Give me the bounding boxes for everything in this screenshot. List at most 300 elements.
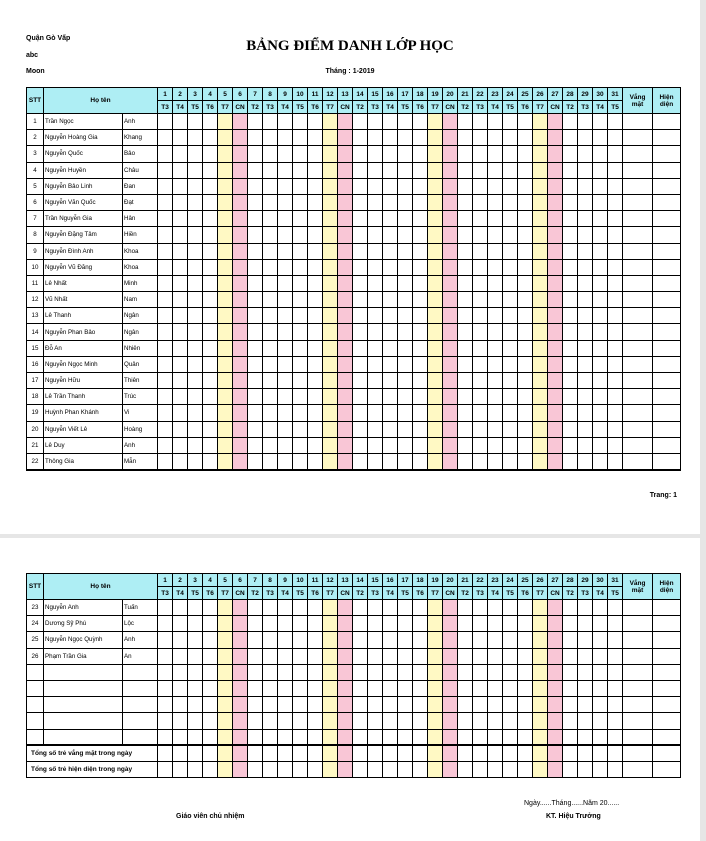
attendance-cell[interactable] (548, 308, 563, 324)
attendance-cell[interactable] (263, 745, 278, 761)
attendance-cell[interactable] (398, 600, 413, 616)
attendance-cell[interactable] (293, 324, 308, 340)
attendance-cell[interactable] (413, 146, 428, 162)
attendance-cell[interactable] (443, 453, 458, 469)
attendance-cell[interactable] (578, 227, 593, 243)
attendance-cell[interactable] (563, 632, 578, 648)
attendance-cell[interactable] (368, 664, 383, 680)
attendance-cell[interactable] (518, 162, 533, 178)
attendance-cell[interactable] (563, 324, 578, 340)
attendance-cell[interactable] (428, 227, 443, 243)
attendance-cell[interactable] (563, 259, 578, 275)
attendance-cell[interactable] (338, 616, 353, 632)
attendance-cell[interactable] (578, 664, 593, 680)
attendance-cell[interactable] (338, 178, 353, 194)
attendance-cell[interactable] (608, 729, 623, 745)
attendance-cell[interactable] (563, 713, 578, 729)
attendance-cell[interactable] (263, 340, 278, 356)
attendance-cell[interactable] (383, 421, 398, 437)
attendance-cell[interactable] (218, 340, 233, 356)
attendance-cell[interactable] (338, 356, 353, 372)
attendance-cell[interactable] (548, 243, 563, 259)
attendance-cell[interactable] (518, 697, 533, 713)
attendance-cell[interactable] (413, 259, 428, 275)
attendance-cell[interactable] (593, 389, 608, 405)
attendance-cell[interactable] (593, 146, 608, 162)
attendance-cell[interactable] (428, 616, 443, 632)
attendance-cell[interactable] (548, 680, 563, 696)
attendance-cell[interactable] (293, 194, 308, 210)
attendance-cell[interactable] (413, 680, 428, 696)
present-count-cell[interactable] (653, 680, 681, 696)
absent-count-cell[interactable] (623, 340, 653, 356)
attendance-cell[interactable] (608, 713, 623, 729)
attendance-cell[interactable] (593, 259, 608, 275)
attendance-cell[interactable] (608, 600, 623, 616)
attendance-cell[interactable] (608, 664, 623, 680)
attendance-cell[interactable] (458, 648, 473, 664)
attendance-cell[interactable] (443, 178, 458, 194)
attendance-cell[interactable] (488, 437, 503, 453)
attendance-cell[interactable] (338, 162, 353, 178)
attendance-cell[interactable] (278, 356, 293, 372)
attendance-cell[interactable] (488, 275, 503, 291)
attendance-cell[interactable] (473, 616, 488, 632)
attendance-cell[interactable] (548, 664, 563, 680)
attendance-cell[interactable] (428, 146, 443, 162)
attendance-cell[interactable] (473, 211, 488, 227)
attendance-cell[interactable] (548, 227, 563, 243)
attendance-cell[interactable] (218, 453, 233, 469)
attendance-cell[interactable] (263, 600, 278, 616)
attendance-cell[interactable] (398, 761, 413, 777)
attendance-cell[interactable] (338, 194, 353, 210)
attendance-cell[interactable] (518, 600, 533, 616)
attendance-cell[interactable] (518, 324, 533, 340)
attendance-cell[interactable] (353, 292, 368, 308)
attendance-cell[interactable] (338, 308, 353, 324)
attendance-cell[interactable] (533, 114, 548, 130)
attendance-cell[interactable] (533, 340, 548, 356)
attendance-cell[interactable] (263, 373, 278, 389)
attendance-cell[interactable] (188, 162, 203, 178)
attendance-cell[interactable] (158, 729, 173, 745)
attendance-cell[interactable] (518, 616, 533, 632)
attendance-cell[interactable] (263, 389, 278, 405)
present-count-cell[interactable] (653, 275, 681, 291)
attendance-cell[interactable] (323, 761, 338, 777)
attendance-cell[interactable] (158, 114, 173, 130)
attendance-cell[interactable] (338, 437, 353, 453)
attendance-cell[interactable] (173, 243, 188, 259)
attendance-cell[interactable] (203, 324, 218, 340)
attendance-cell[interactable] (503, 453, 518, 469)
attendance-cell[interactable] (413, 421, 428, 437)
attendance-cell[interactable] (443, 146, 458, 162)
attendance-cell[interactable] (533, 243, 548, 259)
attendance-cell[interactable] (173, 373, 188, 389)
attendance-cell[interactable] (323, 648, 338, 664)
attendance-cell[interactable] (233, 130, 248, 146)
attendance-cell[interactable] (548, 616, 563, 632)
absent-count-cell[interactable] (623, 324, 653, 340)
attendance-cell[interactable] (563, 648, 578, 664)
attendance-cell[interactable] (188, 194, 203, 210)
attendance-cell[interactable] (323, 324, 338, 340)
attendance-cell[interactable] (563, 356, 578, 372)
attendance-cell[interactable] (323, 275, 338, 291)
attendance-cell[interactable] (593, 243, 608, 259)
attendance-cell[interactable] (458, 664, 473, 680)
attendance-cell[interactable] (293, 340, 308, 356)
attendance-cell[interactable] (428, 259, 443, 275)
attendance-cell[interactable] (413, 194, 428, 210)
attendance-cell[interactable] (188, 114, 203, 130)
attendance-cell[interactable] (293, 162, 308, 178)
attendance-cell[interactable] (188, 697, 203, 713)
attendance-cell[interactable] (578, 373, 593, 389)
attendance-cell[interactable] (428, 648, 443, 664)
attendance-cell[interactable] (158, 211, 173, 227)
attendance-cell[interactable] (383, 243, 398, 259)
attendance-cell[interactable] (563, 421, 578, 437)
attendance-cell[interactable] (443, 600, 458, 616)
attendance-cell[interactable] (368, 697, 383, 713)
attendance-cell[interactable] (398, 680, 413, 696)
attendance-cell[interactable] (353, 648, 368, 664)
attendance-cell[interactable] (203, 761, 218, 777)
attendance-cell[interactable] (488, 373, 503, 389)
attendance-cell[interactable] (518, 356, 533, 372)
attendance-cell[interactable] (398, 373, 413, 389)
attendance-cell[interactable] (443, 697, 458, 713)
attendance-cell[interactable] (203, 453, 218, 469)
attendance-cell[interactable] (473, 664, 488, 680)
attendance-cell[interactable] (563, 729, 578, 745)
attendance-cell[interactable] (323, 664, 338, 680)
absent-count-cell[interactable] (623, 697, 653, 713)
attendance-cell[interactable] (473, 292, 488, 308)
attendance-cell[interactable] (278, 616, 293, 632)
attendance-cell[interactable] (563, 745, 578, 761)
attendance-cell[interactable] (458, 324, 473, 340)
attendance-cell[interactable] (383, 761, 398, 777)
attendance-cell[interactable] (173, 616, 188, 632)
attendance-cell[interactable] (188, 632, 203, 648)
attendance-cell[interactable] (218, 713, 233, 729)
attendance-cell[interactable] (503, 146, 518, 162)
attendance-cell[interactable] (473, 308, 488, 324)
attendance-cell[interactable] (308, 616, 323, 632)
attendance-cell[interactable] (233, 680, 248, 696)
attendance-cell[interactable] (173, 680, 188, 696)
attendance-cell[interactable] (173, 162, 188, 178)
attendance-cell[interactable] (563, 194, 578, 210)
attendance-cell[interactable] (488, 211, 503, 227)
attendance-cell[interactable] (173, 389, 188, 405)
attendance-cell[interactable] (293, 227, 308, 243)
attendance-cell[interactable] (353, 178, 368, 194)
attendance-cell[interactable] (338, 243, 353, 259)
attendance-cell[interactable] (443, 713, 458, 729)
attendance-cell[interactable] (218, 146, 233, 162)
attendance-cell[interactable] (473, 356, 488, 372)
attendance-cell[interactable] (608, 437, 623, 453)
attendance-cell[interactable] (233, 437, 248, 453)
attendance-cell[interactable] (293, 761, 308, 777)
attendance-cell[interactable] (323, 389, 338, 405)
attendance-cell[interactable] (158, 405, 173, 421)
attendance-cell[interactable] (338, 292, 353, 308)
attendance-cell[interactable] (218, 243, 233, 259)
attendance-cell[interactable] (593, 162, 608, 178)
attendance-cell[interactable] (563, 340, 578, 356)
attendance-cell[interactable] (548, 194, 563, 210)
attendance-cell[interactable] (458, 616, 473, 632)
attendance-cell[interactable] (488, 697, 503, 713)
attendance-cell[interactable] (503, 713, 518, 729)
attendance-cell[interactable] (443, 680, 458, 696)
attendance-cell[interactable] (413, 308, 428, 324)
attendance-cell[interactable] (593, 373, 608, 389)
attendance-cell[interactable] (458, 292, 473, 308)
attendance-cell[interactable] (518, 211, 533, 227)
attendance-cell[interactable] (503, 340, 518, 356)
attendance-cell[interactable] (518, 178, 533, 194)
attendance-cell[interactable] (593, 211, 608, 227)
attendance-cell[interactable] (308, 389, 323, 405)
attendance-cell[interactable] (608, 697, 623, 713)
attendance-cell[interactable] (338, 761, 353, 777)
attendance-cell[interactable] (533, 600, 548, 616)
attendance-cell[interactable] (398, 356, 413, 372)
attendance-cell[interactable] (518, 146, 533, 162)
attendance-cell[interactable] (353, 130, 368, 146)
attendance-cell[interactable] (383, 227, 398, 243)
attendance-cell[interactable] (548, 729, 563, 745)
attendance-cell[interactable] (473, 697, 488, 713)
attendance-cell[interactable] (563, 761, 578, 777)
attendance-cell[interactable] (458, 697, 473, 713)
attendance-cell[interactable] (188, 130, 203, 146)
attendance-cell[interactable] (323, 194, 338, 210)
attendance-cell[interactable] (518, 292, 533, 308)
attendance-cell[interactable] (218, 600, 233, 616)
absent-count-cell[interactable] (623, 421, 653, 437)
attendance-cell[interactable] (428, 729, 443, 745)
attendance-cell[interactable] (158, 713, 173, 729)
attendance-cell[interactable] (293, 729, 308, 745)
attendance-cell[interactable] (608, 632, 623, 648)
attendance-cell[interactable] (323, 178, 338, 194)
attendance-cell[interactable] (398, 632, 413, 648)
attendance-cell[interactable] (608, 453, 623, 469)
attendance-cell[interactable] (413, 130, 428, 146)
attendance-cell[interactable] (473, 146, 488, 162)
attendance-cell[interactable] (308, 194, 323, 210)
attendance-cell[interactable] (248, 324, 263, 340)
attendance-cell[interactable] (218, 356, 233, 372)
attendance-cell[interactable] (218, 292, 233, 308)
attendance-cell[interactable] (533, 648, 548, 664)
attendance-cell[interactable] (443, 162, 458, 178)
attendance-cell[interactable] (233, 421, 248, 437)
attendance-cell[interactable] (488, 600, 503, 616)
attendance-cell[interactable] (353, 211, 368, 227)
attendance-cell[interactable] (608, 114, 623, 130)
attendance-cell[interactable] (323, 405, 338, 421)
attendance-cell[interactable] (323, 162, 338, 178)
attendance-cell[interactable] (548, 340, 563, 356)
attendance-cell[interactable] (278, 761, 293, 777)
attendance-cell[interactable] (548, 178, 563, 194)
attendance-cell[interactable] (443, 437, 458, 453)
attendance-cell[interactable] (263, 194, 278, 210)
attendance-cell[interactable] (353, 146, 368, 162)
attendance-cell[interactable] (563, 162, 578, 178)
attendance-cell[interactable] (593, 340, 608, 356)
attendance-cell[interactable] (578, 259, 593, 275)
attendance-cell[interactable] (518, 729, 533, 745)
absent-count-cell[interactable] (623, 405, 653, 421)
attendance-cell[interactable] (548, 324, 563, 340)
attendance-cell[interactable] (503, 405, 518, 421)
attendance-cell[interactable] (503, 227, 518, 243)
attendance-cell[interactable] (413, 389, 428, 405)
attendance-cell[interactable] (563, 697, 578, 713)
attendance-cell[interactable] (308, 761, 323, 777)
attendance-cell[interactable] (563, 130, 578, 146)
attendance-cell[interactable] (368, 340, 383, 356)
present-count-cell[interactable] (653, 421, 681, 437)
attendance-cell[interactable] (548, 713, 563, 729)
attendance-cell[interactable] (593, 713, 608, 729)
attendance-cell[interactable] (338, 146, 353, 162)
attendance-cell[interactable] (383, 680, 398, 696)
present-count-cell[interactable] (653, 437, 681, 453)
attendance-cell[interactable] (488, 421, 503, 437)
absent-count-cell[interactable] (623, 664, 653, 680)
attendance-cell[interactable] (263, 146, 278, 162)
attendance-cell[interactable] (503, 616, 518, 632)
attendance-cell[interactable] (173, 130, 188, 146)
attendance-cell[interactable] (428, 761, 443, 777)
attendance-cell[interactable] (533, 616, 548, 632)
attendance-cell[interactable] (428, 114, 443, 130)
attendance-cell[interactable] (473, 194, 488, 210)
attendance-cell[interactable] (158, 178, 173, 194)
attendance-cell[interactable] (593, 648, 608, 664)
attendance-cell[interactable] (518, 308, 533, 324)
attendance-cell[interactable] (563, 275, 578, 291)
attendance-cell[interactable] (518, 275, 533, 291)
absent-count-cell[interactable] (623, 211, 653, 227)
attendance-cell[interactable] (443, 292, 458, 308)
attendance-cell[interactable] (428, 600, 443, 616)
attendance-cell[interactable] (398, 616, 413, 632)
attendance-cell[interactable] (188, 616, 203, 632)
attendance-cell[interactable] (248, 114, 263, 130)
attendance-cell[interactable] (398, 162, 413, 178)
attendance-cell[interactable] (353, 453, 368, 469)
attendance-cell[interactable] (293, 632, 308, 648)
attendance-cell[interactable] (233, 356, 248, 372)
attendance-cell[interactable] (398, 275, 413, 291)
attendance-cell[interactable] (248, 421, 263, 437)
attendance-cell[interactable] (443, 664, 458, 680)
attendance-cell[interactable] (293, 405, 308, 421)
attendance-cell[interactable] (368, 616, 383, 632)
attendance-cell[interactable] (458, 259, 473, 275)
attendance-cell[interactable] (503, 114, 518, 130)
attendance-cell[interactable] (188, 421, 203, 437)
attendance-cell[interactable] (383, 292, 398, 308)
attendance-cell[interactable] (518, 259, 533, 275)
attendance-cell[interactable] (593, 130, 608, 146)
attendance-cell[interactable] (563, 664, 578, 680)
attendance-cell[interactable] (218, 761, 233, 777)
attendance-cell[interactable] (518, 243, 533, 259)
attendance-cell[interactable] (593, 680, 608, 696)
attendance-cell[interactable] (263, 292, 278, 308)
attendance-cell[interactable] (233, 745, 248, 761)
attendance-cell[interactable] (158, 421, 173, 437)
attendance-cell[interactable] (353, 405, 368, 421)
attendance-cell[interactable] (428, 680, 443, 696)
attendance-cell[interactable] (158, 259, 173, 275)
attendance-cell[interactable] (488, 356, 503, 372)
attendance-cell[interactable] (563, 453, 578, 469)
attendance-cell[interactable] (473, 421, 488, 437)
attendance-cell[interactable] (593, 292, 608, 308)
attendance-cell[interactable] (428, 275, 443, 291)
attendance-cell[interactable] (203, 340, 218, 356)
attendance-cell[interactable] (263, 713, 278, 729)
attendance-cell[interactable] (398, 405, 413, 421)
attendance-cell[interactable] (248, 729, 263, 745)
attendance-cell[interactable] (353, 275, 368, 291)
attendance-cell[interactable] (218, 745, 233, 761)
attendance-cell[interactable] (548, 437, 563, 453)
attendance-cell[interactable] (173, 664, 188, 680)
attendance-cell[interactable] (578, 437, 593, 453)
attendance-cell[interactable] (158, 275, 173, 291)
attendance-cell[interactable] (308, 275, 323, 291)
attendance-cell[interactable] (263, 356, 278, 372)
attendance-cell[interactable] (218, 632, 233, 648)
absent-count-cell[interactable] (623, 680, 653, 696)
attendance-cell[interactable] (503, 389, 518, 405)
present-count-cell[interactable] (653, 405, 681, 421)
present-count-cell[interactable] (653, 648, 681, 664)
attendance-cell[interactable] (278, 713, 293, 729)
attendance-cell[interactable] (233, 729, 248, 745)
attendance-cell[interactable] (488, 340, 503, 356)
attendance-cell[interactable] (338, 340, 353, 356)
attendance-cell[interactable] (503, 697, 518, 713)
attendance-cell[interactable] (578, 453, 593, 469)
attendance-cell[interactable] (233, 243, 248, 259)
attendance-cell[interactable] (458, 632, 473, 648)
attendance-cell[interactable] (563, 373, 578, 389)
attendance-cell[interactable] (488, 324, 503, 340)
attendance-cell[interactable] (608, 292, 623, 308)
attendance-cell[interactable] (488, 616, 503, 632)
attendance-cell[interactable] (428, 697, 443, 713)
attendance-cell[interactable] (548, 259, 563, 275)
attendance-cell[interactable] (383, 648, 398, 664)
attendance-cell[interactable] (293, 178, 308, 194)
